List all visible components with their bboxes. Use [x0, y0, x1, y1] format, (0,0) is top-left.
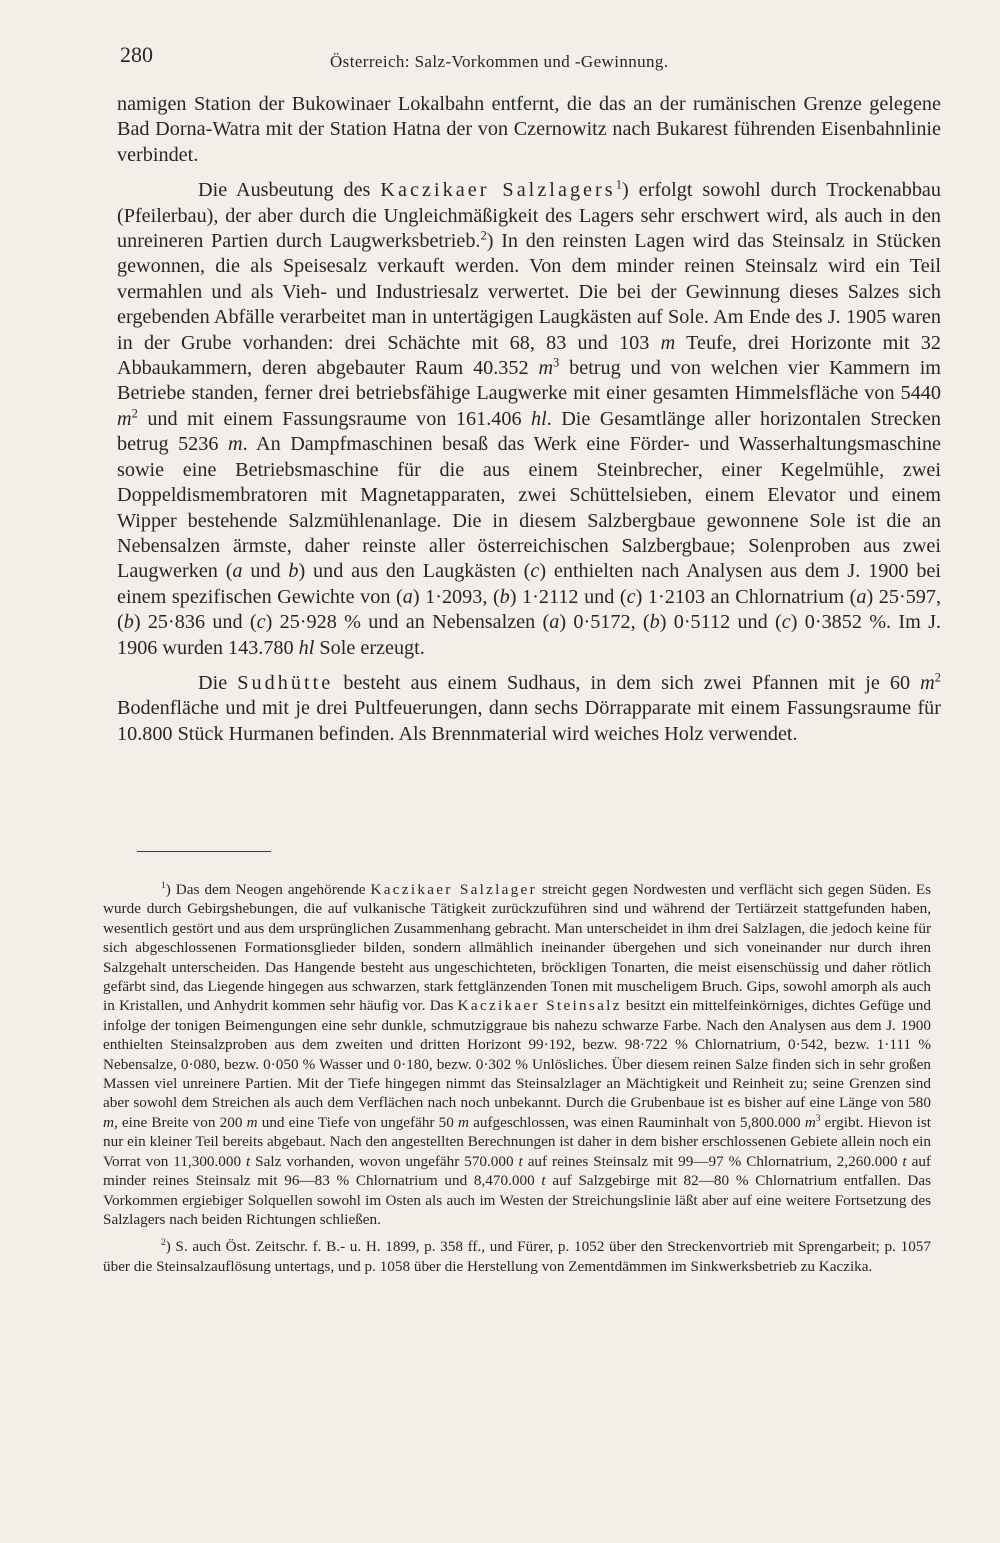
footnote-ref-2: 2: [480, 228, 487, 243]
page-header: [120, 42, 940, 82]
paragraph-kaczika-mining: Die Ausbeutung des Kaczikaer Salzlagers$^1$) erfolgt sowohl durch Trockenabbau (Pfeilerbau), der aber durch die Ungleichmäßigkeit des Lagers sehr erschwert wird, als auch in den unreineren Partien durch Laugwerksbetrieb.$^2$) In den reinsten Lagen wird das Steinsalz in Stücken gewonnen, die als Speisesalz verkauft werden. Von dem minder reinen Steinsalz wird ein Teil vermahlen und als Vieh- und Industriesalz verwertet. Die bei der Gewinnung dieses Salzes sich ergebenden Abfälle verarbeitet man in untertägigen Laugkästen auf Sole. Am Ende des J. 1905 waren in der Grube vorhanden: drei Schächte mit 68, 83 und 103 m Teufe, drei Horizonte mit 32 Abbaukammern, deren abgebauter Raum 40.352 $m^3$ betrug und von welchen vier Kammern im Betriebe standen, ferner drei betriebsfähige Laugwerke mit einer gesamten Himmelsfläche von 5440 $m^2$ und mit einem Fassungsraume von 161.406 hl. Die Gesamtlänge aller horizontalen Strecken betrug 5236 m. An Dampfmaschinen besaß das Werk eine Förder- und Wasserhaltungsmaschine sowie eine Betriebsmaschine für die aus einem Steinbrecher, einer Kegelmühle, zwei Doppeldismembratoren mit Magnetapparaten, zwei Schüttelsieben, einem Elevator und einem Wipper bestehende Salzmühlenanlage. Die in diesem Salzbergbaue gewonnene Sole ist die an Nebensalzen ärmste, daher reinste aller österreichischen Salzbergbaue; Solenproben aus zwei Laugwerken (a und b) und aus den Laugkästen (c) enthielten nach Analysen aus dem J. 1900 bei einem spezifischen Gewichte von (a) 1·2093, (b) 1·2112 und (c) 1·2103 an Chlornatrium (a) 25·597, (b) 25·836 und (c) 25·928 % und an Nebensalzen (a) 0·5172, (b) 0·5112 und (c) 0·3852 %. Im J. 1906 wurden 143.780 hl Sole erzeugt.: [117, 177, 942, 659]
emphasis-salt-deposit: Kaczikaer Salzlagers: [380, 179, 616, 202]
paragraph-continuation: namigen Station der Bukowinaer Lokalbahn entfernt, die das an der rumänischen Grenze gelegene Bad Dorna-Watra mit der Station Hatna der von Czernowitz nach Bukarest führenden Eisenbahnlinie verbindet.: [117, 93, 941, 166]
footnote-mark-1: 1: [161, 880, 166, 891]
emphasis-sudhuette: Sudhütte: [237, 671, 334, 694]
main-text: [117, 92, 941, 747]
running-title: Österreich: Salz-Vorkommen und -Gewinnung.: [330, 52, 669, 71]
footnote-2: $^2$) S. auch Öst. Zeitschr. f. B.- u. H. 1899, p. 358 ff., und Fürer, p. 1052 über den Streckenvortrieb mit Sprengarbeit; p. 1057 über die Steinsalzauflösung untertags, und p. 1058 über die Herstellung von Zementdämmen im Sinkwerksbetrieb zu Kaczika.: [103, 1238, 931, 1275]
footnote-mark-2: 2: [161, 1238, 166, 1249]
footnote-divider: [137, 851, 271, 852]
footnote-ref-1: 1: [615, 177, 622, 192]
page-number: 280: [120, 42, 153, 67]
footnote-1: $^1$) Das dem Neogen angehörende Kaczikaer Salzlager streicht gegen Nordwesten und verflächt sich gegen Süden. Es wurde durch Gebirgshebungen, die auf vulkanische Tätigkeit zurückzuführen sind und während der Tertiärzeit stattgefunden haben, wesentlich gestört und aus dem ursprünglichen Zusammenhang gebracht. Man unterscheidet in ihm drei Salzlagen, die jedoch keine für sich abgeschlossenen Formationsglieder bilden, sondern allmählich ineinander übergehen und sich voneinander nur durch ihren Salzgehalt unterscheiden. Das Hangende besteht aus ungeschichteten, bröckligen Tonarten, die meist eisenschüssig und daher rötlich gefärbt sind, das Liegende hingegen aus schwarzen, stark fettglänzenden Tonen mit muscheligem Bruch. Gips, sowohl amorph als auch in Kristallen, und Anhydrit kommen sehr häufig vor. Das Kaczikaer Steinsalz besitzt ein mittelfeinkörniges, dichtes Gefüge und infolge der tonigen Beimengungen eine sehr dunkle, schmutziggraue bis nahezu schwarze Farbe. Nach den Analysen aus dem J. 1900 enthielten Steinsalzproben aus dem zweiten und dritten Horizont 99·192, bezw. 98·722 % Chlornatrium, 0·542, bezw. 1·111 % Nebensalze, 0·080, bezw. 0·050 % Wasser und 0·180, bezw. 0·302 % Unlösliches. Über diesem reinen Salze finden sich in sehr großen Massen viel unreinere Partien. Mit der Tiefe hingegen nimmt das Steinsalzlager an Mächtigkeit und Reinheit zu; seine Grenzen sind aber sowohl dem Streichen als auch dem Verflächen nach noch unbekannt. Durch die Grubenbaue ist es bisher auf eine Länge von 580 m, eine Breite von 200 m und eine Tiefe von ungefähr 50 m aufgeschlossen, was einen Rauminhalt von 5,800.000 $m^3$ ergibt. Hievon ist nur ein kleiner Teil bereits abgebaut. Nach den angestellten Berechnungen ist daher in dem bisher erschlossenen Gebiete allein noch ein Vorrat von 11,300.000 t Salz vorhanden, wovon ungefähr 570.000 t auf reines Steinsalz mit 99—97 % Chlornatrium, 2,260.000 t auf minder reines Steinsalz mit 96—83 % Chlornatrium und 8,470.000 t auf Salzgebirge mit 82—80 % Chlornatrium entfallen. Das Vorkommen ergiebiger Solquellen sowohl im Osten als auch im Westen der Streichungslinie läßt aber auf eine weitere Fortsetzung des Salzlagers nach beiden Richtungen schließen.: [103, 880, 932, 1228]
footnotes: [103, 880, 931, 1276]
paragraph-sudhuette: Die Sudhütte besteht aus einem Sudhaus, in dem sich zwei Pfannen mit je 60 $m^2$ Bodenfläche und mit je drei Pultfeuerungen, dann sechs Dörrapparate mit einem Fassungsraume für 10.800 Stück Hurmanen befinden. Als Brennmaterial wird weiches Holz verwendet.: [117, 670, 941, 745]
